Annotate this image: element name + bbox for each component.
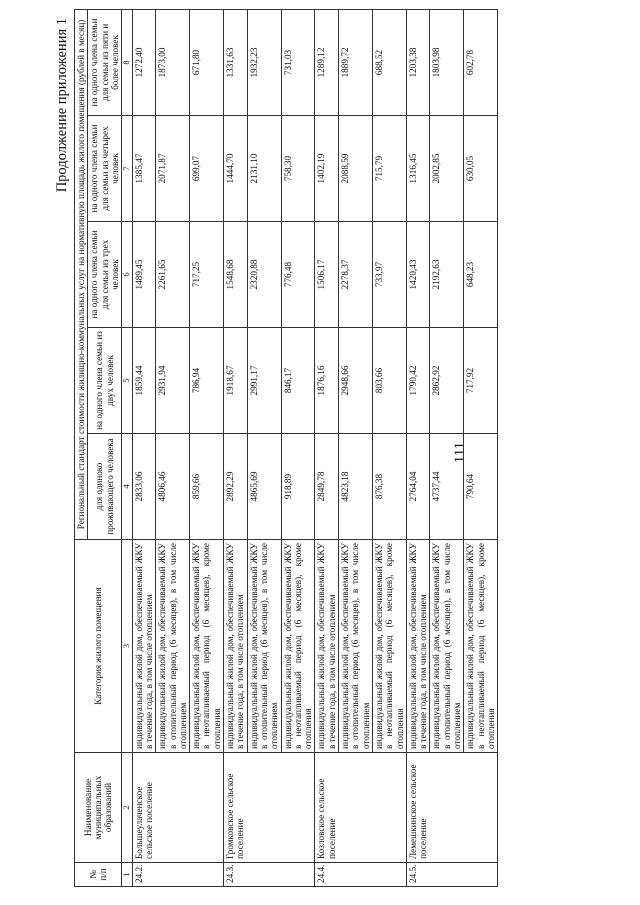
column-number-row: [122, 9, 133, 886]
table-row: [132, 9, 156, 886]
cost-value: 776,48: [281, 222, 315, 328]
cost-value: 2833,06: [132, 434, 156, 540]
col-num: 1: [122, 863, 133, 887]
municipality-name: Козловское сельское поселение: [315, 753, 406, 863]
header-municipality: Наименование муниципальных образований: [75, 753, 122, 863]
row-number: 24.3.: [224, 863, 315, 887]
cost-value: 671,80: [190, 9, 224, 115]
cost-value: 786,94: [190, 328, 224, 434]
cost-value: 1203,38: [406, 9, 430, 115]
col-num: 2: [122, 753, 133, 863]
header-sub-1: для одиноко проживающего человека: [88, 434, 122, 540]
cost-value: 2931,94: [156, 328, 190, 434]
municipality-name: Громковское сельское поселение: [224, 753, 315, 863]
cost-value: 2764,04: [406, 434, 430, 540]
cost-value: 1876,16: [315, 328, 339, 434]
cost-value: 717,25: [190, 222, 224, 328]
municipality-name: Лемешкинское сельское поселение: [406, 753, 497, 863]
cost-value: 2948,66: [339, 328, 373, 434]
cost-value: 2071,87: [156, 116, 190, 222]
row-number: 24.2.: [132, 863, 223, 887]
housing-category: индивидуальный жилой дом, обеспечиваемый ЖКУ в неотапливаемый период (6 месяцев), кроме отопления: [464, 540, 498, 753]
col-num: 8: [122, 9, 133, 115]
cost-value: 630,05: [464, 116, 498, 222]
housing-category: индивидуальный жилой дом, обеспечиваемый ЖКУ в течение года, в том числе отоплением: [315, 540, 339, 753]
cost-value: 1489,45: [132, 222, 156, 328]
row-number: 24.4.: [315, 863, 406, 887]
header-sub-4: на одного члена семьи для семьи из четырех человек: [88, 116, 122, 222]
cost-value: 1889,72: [339, 9, 373, 115]
cost-value: 1873,00: [156, 9, 190, 115]
cost-value: 1932,23: [247, 9, 281, 115]
col-num: 6: [122, 222, 133, 328]
cost-value: 876,38: [372, 434, 406, 540]
cost-value: 688,52: [372, 9, 406, 115]
cost-value: 4865,69: [247, 434, 281, 540]
cost-value: 2002,85: [430, 116, 464, 222]
cost-value: 4806,46: [156, 434, 190, 540]
col-num: 5: [122, 328, 133, 434]
header-no: № п/п: [75, 863, 122, 887]
cost-value: 2862,92: [430, 328, 464, 434]
cost-value: 733,97: [372, 222, 406, 328]
cost-value: 918,89: [281, 434, 315, 540]
cost-value: 4823,18: [339, 434, 373, 540]
housing-category: индивидуальный жилой дом, обеспечиваемый ЖКУ в неотапливаемый период (6 месяцев), кроме отопления: [281, 540, 315, 753]
housing-category: индивидуальный жилой дом, обеспечиваемый ЖКУ в течение года, в том числе отоплением: [132, 540, 156, 753]
table-row: [224, 9, 248, 886]
housing-category: индивидуальный жилой дом, обеспечиваемый ЖКУ в течение года, в том числе отоплением: [406, 540, 430, 753]
col-num: 3: [122, 540, 133, 753]
cost-value: 1289,12: [315, 9, 339, 115]
col-num: 7: [122, 116, 133, 222]
cost-value: 2192,63: [430, 222, 464, 328]
cost-value: 758,30: [281, 116, 315, 222]
cost-value: 2849,78: [315, 434, 339, 540]
cost-value: 1506,17: [315, 222, 339, 328]
cost-value: 2261,65: [156, 222, 190, 328]
table-row: [315, 9, 339, 886]
cost-value: 2131,10: [247, 116, 281, 222]
cost-value: 2278,37: [339, 222, 373, 328]
cost-value: 2320,88: [247, 222, 281, 328]
housing-category: индивидуальный жилой дом, обеспечиваемый ЖКУ в течение года, в том числе отоплением: [224, 540, 248, 753]
header-sub-3: на одного члена семьи для семьи из трех человек: [88, 222, 122, 328]
housing-category: индивидуальный жилой дом, обеспечиваемый ЖКУ в неотапливаемый период (6 месяцев), кроме отопления: [372, 540, 406, 753]
housing-category: индивидуальный жилой дом, обеспечиваемый ЖКУ в отопительный период (6 месяцев), в том числе отоплением: [339, 540, 373, 753]
cost-value: 1272,40: [132, 9, 156, 115]
housing-category: индивидуальный жилой дом, обеспечиваемый ЖКУ в отопительный период (6 месяцев), в том числе отоплением: [156, 540, 190, 753]
cost-value: 602,78: [464, 9, 498, 115]
row-number: 24.5.: [406, 863, 497, 887]
cost-value: 699,07: [190, 116, 224, 222]
cost-value: 2892,29: [224, 434, 248, 540]
cost-value: 2991,17: [247, 328, 281, 434]
cost-value: 731,03: [281, 9, 315, 115]
cost-value: 715,79: [372, 116, 406, 222]
cost-value: 790,64: [464, 434, 498, 540]
cost-value: 803,66: [372, 328, 406, 434]
cost-value: 1918,67: [224, 328, 248, 434]
cost-value: 1790,42: [406, 328, 430, 434]
header-sub-2: на одного члена семьи из двух человек: [88, 328, 122, 434]
continuation-label: Продолжение приложения 1: [54, 18, 70, 193]
cost-value: 648,23: [464, 222, 498, 328]
cost-value: 1444,70: [224, 116, 248, 222]
table-body: [132, 9, 498, 886]
header-category: Категория жилого помещения: [75, 540, 122, 753]
cost-value: 2088,59: [339, 116, 373, 222]
cost-value: 1859,44: [132, 328, 156, 434]
municipality-name: Большеулаченское сельское поселение: [132, 753, 223, 863]
page-number: 111: [452, 441, 468, 464]
col-num: 4: [122, 434, 133, 540]
housing-category: индивидуальный жилой дом, обеспечиваемый ЖКУ в отопительный период (6 месяцев), в том числе отоплением: [247, 540, 281, 753]
cost-value: 859,66: [190, 434, 224, 540]
housing-category: индивидуальный жилой дом, обеспечиваемый ЖКУ в отопительный период (6 месяцев), в том числе отоплением: [430, 540, 464, 753]
cost-value: 1548,68: [224, 222, 248, 328]
cost-value: 4737,44: [430, 434, 464, 540]
housing-category: индивидуальный жилой дом, обеспечиваемый ЖКУ в неотапливаемый период (6 месяцев), кроме отопления: [190, 540, 224, 753]
cost-value: 846,17: [281, 328, 315, 434]
cost-value: 1331,63: [224, 9, 248, 115]
cost-value: 1420,43: [406, 222, 430, 328]
table-row: [406, 9, 430, 886]
cost-value: 717,92: [464, 328, 498, 434]
header-row-1: [75, 9, 88, 886]
cost-value: 1803,98: [430, 9, 464, 115]
header-standard: Региональный стандарт стоимости жилищно-коммунальных услуг на нормативную площадь жилого помещения (рублей в месяц): [75, 9, 88, 539]
tariff-table: [74, 9, 498, 887]
cost-value: 1385,47: [132, 116, 156, 222]
header-sub-5: на одного члена семьи для семьи из пяти и более человек: [88, 9, 122, 115]
cost-value: 1402,19: [315, 116, 339, 222]
cost-value: 1316,45: [406, 116, 430, 222]
